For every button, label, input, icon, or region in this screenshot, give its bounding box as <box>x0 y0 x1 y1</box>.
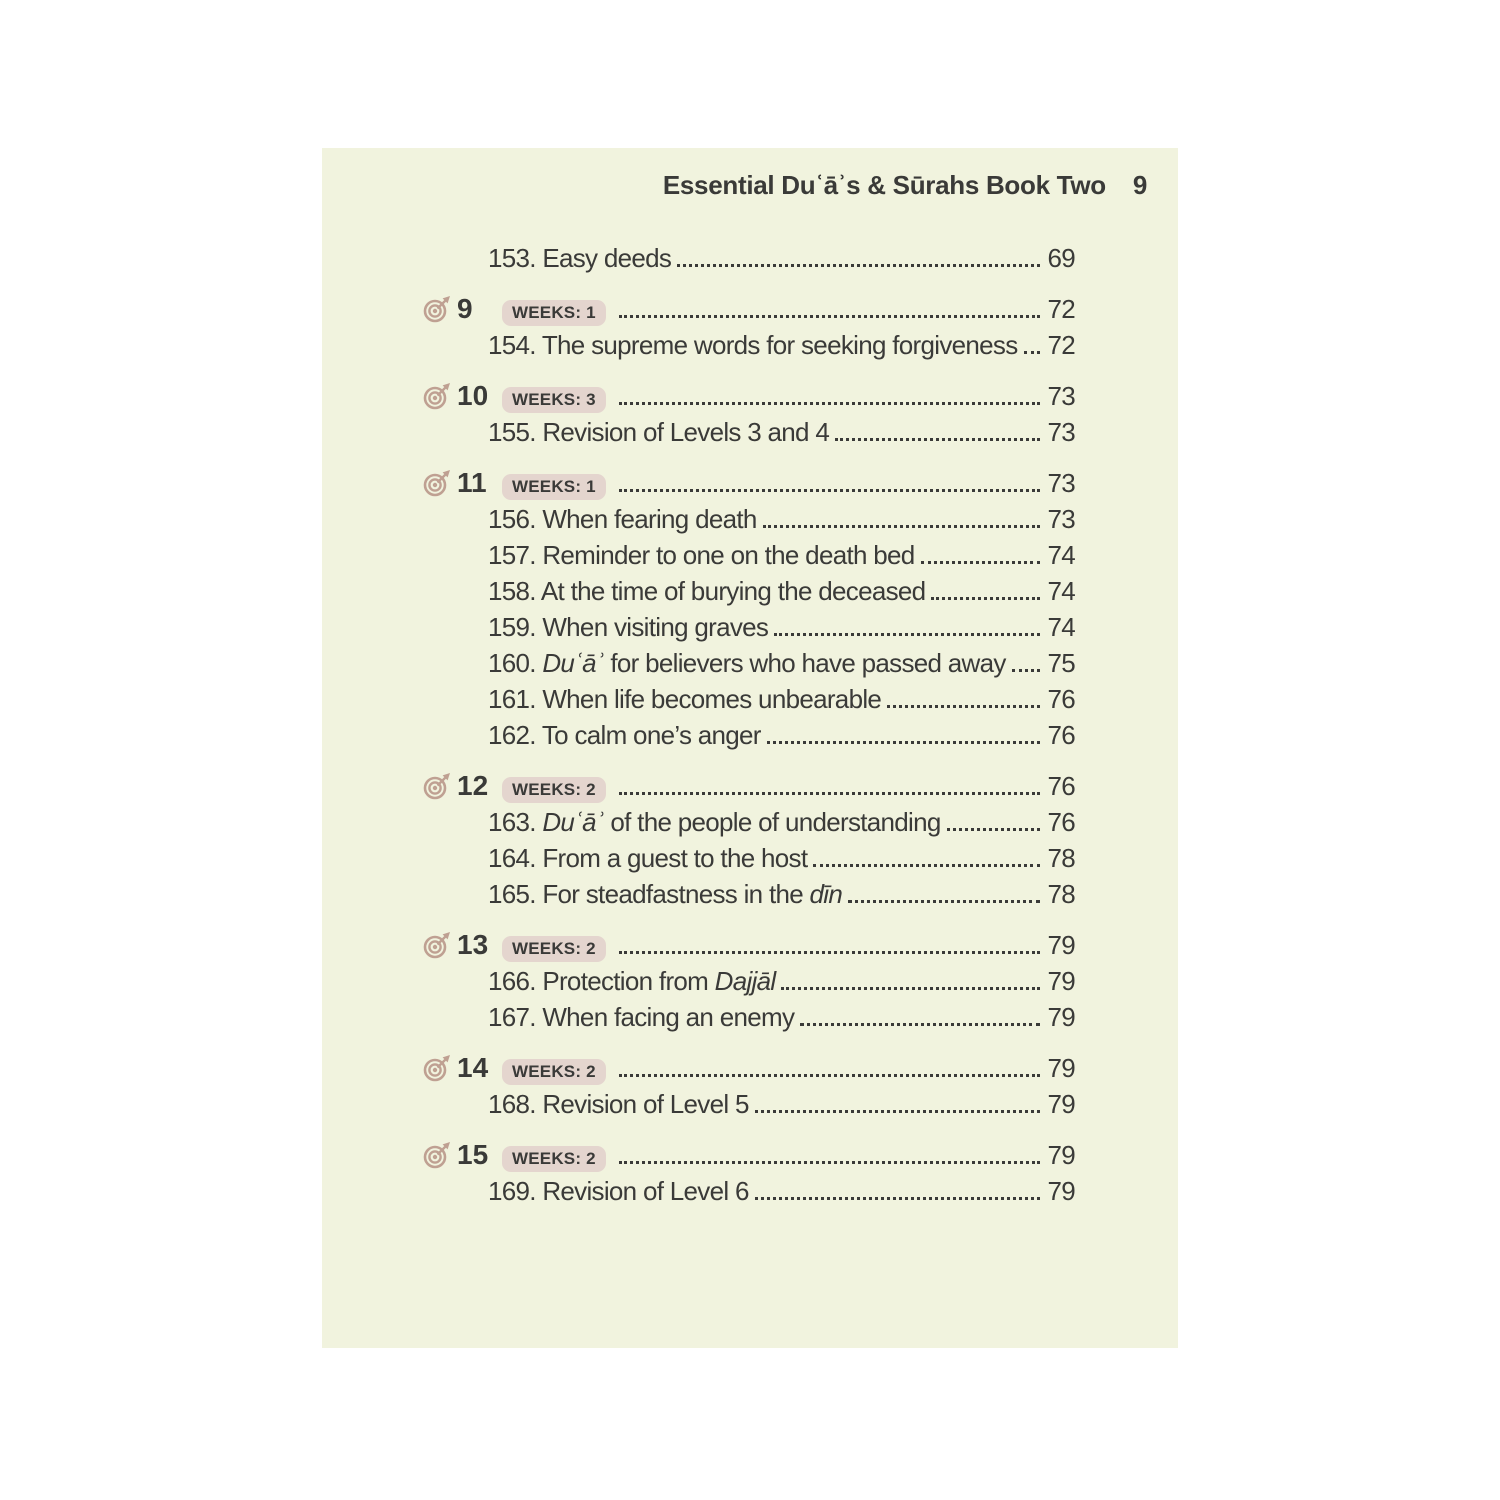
entry-number: 155. <box>488 417 543 447</box>
target-bullseye-icon <box>422 294 452 324</box>
entry-title-segment: Revision of Level 6 <box>542 1176 749 1206</box>
entry-title-segment: When fearing death <box>542 504 757 534</box>
entry-page-number: 79 <box>1047 1176 1075 1206</box>
entry-page-number: 73 <box>1047 417 1075 447</box>
entry-title-segment: Revision of Levels 3 and 4 <box>542 417 830 447</box>
dot-leader <box>619 1074 1040 1077</box>
entry-number: 160. <box>488 648 543 678</box>
dot-leader <box>763 525 1040 528</box>
level-number: 9 <box>457 293 473 324</box>
entry-title <box>488 876 842 912</box>
level-page-number: 73 <box>1047 468 1075 498</box>
dot-leader <box>848 900 1040 903</box>
entry-number: 169. <box>488 1176 543 1206</box>
weeks-badge: WEEKS: 2 <box>502 1146 606 1172</box>
entry-title <box>488 804 941 840</box>
entry-title <box>488 501 757 537</box>
dot-leader <box>774 633 1040 636</box>
toc-entry-row <box>488 573 1075 609</box>
level-row <box>422 291 1075 327</box>
level-page-number: 79 <box>1047 930 1075 960</box>
weeks-badge: WEEKS: 2 <box>502 777 606 803</box>
level-page-number: 79 <box>1047 1053 1075 1083</box>
level-number: 13 <box>457 929 489 960</box>
toc-group <box>422 240 1075 276</box>
entry-page-number: 79 <box>1047 1002 1075 1032</box>
entry-title <box>488 963 775 999</box>
level-page-number: 73 <box>1047 381 1075 411</box>
entry-title <box>488 537 915 573</box>
entry-title-segment: From a guest to the host <box>542 843 808 873</box>
entry-page-number: 69 <box>1047 243 1075 273</box>
dot-leader <box>1012 669 1040 672</box>
entry-number: 162. <box>488 720 542 750</box>
dot-leader <box>813 864 1040 867</box>
weeks-badge: WEEKS: 2 <box>502 1059 606 1085</box>
entry-page-number: 76 <box>1047 684 1075 714</box>
entry-title-segment: Duʿāʾ <box>542 648 604 678</box>
entry-number: 164. <box>488 843 543 873</box>
entry-page-number: 76 <box>1047 720 1075 750</box>
level-number: 11 <box>457 467 487 498</box>
level-number: 14 <box>457 1052 489 1083</box>
toc-group <box>422 378 1075 450</box>
level-number: 15 <box>457 1139 489 1170</box>
dot-leader <box>781 987 1040 990</box>
toc-entry-row <box>488 717 1075 753</box>
entry-title <box>488 240 671 276</box>
entry-title <box>488 840 807 876</box>
entry-title <box>488 327 1018 363</box>
entry-number: 156. <box>488 504 543 534</box>
entry-title-segment: Revision of Level 5 <box>542 1089 749 1119</box>
dot-leader <box>619 792 1040 795</box>
toc-entry-row <box>488 804 1075 840</box>
dot-leader <box>800 1023 1040 1026</box>
entry-title <box>488 717 761 753</box>
target-bullseye-icon <box>422 468 452 498</box>
weeks-badge: WEEKS: 2 <box>502 936 606 962</box>
toc-entry-row <box>488 681 1075 717</box>
toc-entry-row <box>488 1173 1075 1209</box>
book-page <box>322 148 1178 1348</box>
dot-leader <box>619 489 1040 492</box>
target-bullseye-icon <box>422 381 452 411</box>
level-row <box>422 1050 1075 1086</box>
dot-leader <box>887 705 1040 708</box>
dot-leader <box>677 264 1040 267</box>
toc-entry-row <box>488 1086 1075 1122</box>
toc-group <box>422 1137 1075 1209</box>
entry-title-segment: Protection from <box>542 966 715 996</box>
entry-title <box>488 999 794 1035</box>
entry-number: 167. <box>488 1002 543 1032</box>
running-header <box>322 170 1147 201</box>
dot-leader <box>619 315 1040 318</box>
entry-title-segment: The supreme words for seeking forgiveness <box>541 330 1018 360</box>
dot-leader <box>835 438 1040 441</box>
level-row <box>422 378 1075 414</box>
entry-number: 166. <box>488 966 543 996</box>
entry-title-segment: When life becomes unbearable <box>542 684 882 714</box>
dot-leader <box>931 597 1040 600</box>
dot-leader <box>755 1197 1040 1200</box>
running-header-title: Essential Duʿāʾs & Sūrahs Book Two <box>662 170 1106 200</box>
entry-number: 163. <box>488 807 543 837</box>
entry-number: 157. <box>488 540 543 570</box>
entry-title <box>488 414 829 450</box>
entry-page-number: 78 <box>1047 879 1075 909</box>
entry-page-number: 72 <box>1047 330 1075 360</box>
entry-number: 168. <box>488 1089 543 1119</box>
entry-page-number: 74 <box>1047 540 1075 570</box>
level-row <box>422 768 1075 804</box>
entry-title-segment: Duʿāʾ <box>542 807 604 837</box>
dot-leader <box>921 561 1040 564</box>
toc-entry-row <box>488 327 1075 363</box>
weeks-badge: WEEKS: 1 <box>502 474 606 500</box>
entry-title-segment: Dajjāl <box>714 966 776 996</box>
entry-title <box>488 609 768 645</box>
entry-title-segment: When visiting graves <box>542 612 769 642</box>
toc-group <box>422 291 1075 363</box>
weeks-badge: WEEKS: 1 <box>502 300 606 326</box>
toc-entry-row <box>488 876 1075 912</box>
dot-leader <box>755 1110 1040 1113</box>
table-of-contents <box>422 240 1075 1209</box>
entry-title-segment: of the people of understanding <box>603 807 941 837</box>
entry-page-number: 78 <box>1047 843 1075 873</box>
dot-leader <box>619 402 1040 405</box>
target-bullseye-icon <box>422 771 452 801</box>
entry-title-segment: Easy deeds <box>542 243 672 273</box>
level-row <box>422 927 1075 963</box>
toc-entry-row <box>488 537 1075 573</box>
toc-entry-row <box>488 999 1075 1035</box>
level-number: 10 <box>457 380 489 411</box>
entry-title-segment: At the time of burying the deceased <box>540 576 926 606</box>
entry-title <box>488 681 881 717</box>
entry-title-segment: dīn <box>809 879 843 909</box>
level-row <box>422 465 1075 501</box>
toc-entry-row <box>488 963 1075 999</box>
entry-title-segment: Reminder to one on the death bed <box>542 540 915 570</box>
level-row <box>422 1137 1075 1173</box>
toc-entry-row <box>488 609 1075 645</box>
entry-page-number: 79 <box>1047 966 1075 996</box>
entry-page-number: 76 <box>1047 807 1075 837</box>
entry-title-segment: When facing an enemy <box>542 1002 795 1032</box>
dot-leader <box>619 1161 1040 1164</box>
dot-leader <box>767 741 1040 744</box>
entry-title <box>488 1173 749 1209</box>
toc-entry-row <box>488 840 1075 876</box>
entry-title-segment: for believers who have passed away <box>603 648 1006 678</box>
level-page-number: 72 <box>1047 294 1075 324</box>
entry-page-number: 79 <box>1047 1089 1075 1119</box>
entry-number: 154. <box>488 330 542 360</box>
entry-number: 158. <box>488 576 541 606</box>
level-page-number: 79 <box>1047 1140 1075 1170</box>
entry-title <box>488 645 1006 681</box>
toc-entry-row <box>488 414 1075 450</box>
entry-page-number: 74 <box>1047 612 1075 642</box>
toc-group <box>422 1050 1075 1122</box>
dot-leader <box>619 951 1040 954</box>
toc-group <box>422 768 1075 912</box>
entry-title <box>488 573 925 609</box>
weeks-badge: WEEKS: 3 <box>502 387 606 413</box>
level-page-number: 76 <box>1047 771 1075 801</box>
toc-group <box>422 465 1075 753</box>
entry-page-number: 75 <box>1047 648 1075 678</box>
toc-group <box>422 927 1075 1035</box>
entry-title <box>488 1086 749 1122</box>
folio-page-number: 9 <box>1132 170 1147 200</box>
entry-number: 153. <box>488 243 543 273</box>
entry-title-segment: For steadfastness in the <box>542 879 810 909</box>
entry-page-number: 74 <box>1047 576 1075 606</box>
entry-page-number: 73 <box>1047 504 1075 534</box>
dot-leader <box>1024 351 1040 354</box>
target-bullseye-icon <box>422 1140 452 1170</box>
toc-entry-row <box>488 501 1075 537</box>
entry-number: 161. <box>488 684 543 714</box>
target-bullseye-icon <box>422 930 452 960</box>
target-bullseye-icon <box>422 1053 452 1083</box>
entry-number: 159. <box>488 612 543 642</box>
toc-entry-row <box>488 240 1075 276</box>
entry-title-segment: To calm one’s anger <box>541 720 761 750</box>
entry-number: 165. <box>488 879 543 909</box>
level-number: 12 <box>457 770 489 801</box>
dot-leader <box>947 828 1040 831</box>
toc-entry-row <box>488 645 1075 681</box>
